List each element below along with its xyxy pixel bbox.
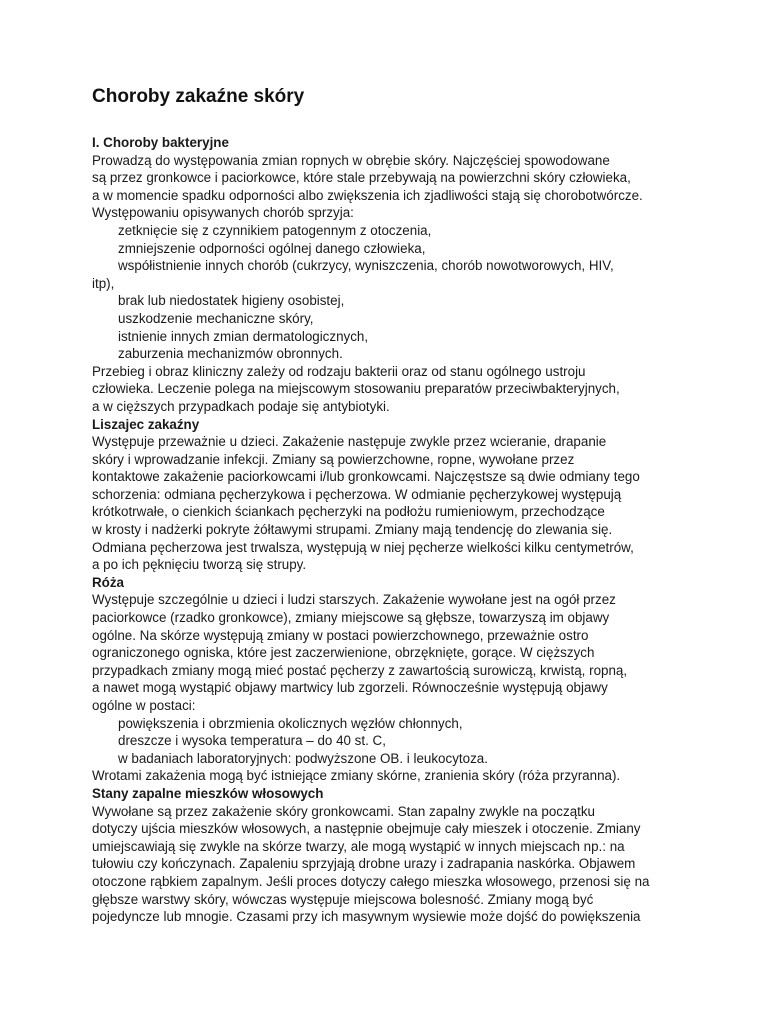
text-line: umiejscawiają się zwykle na skórze twarzy, ale mogą wystąpić w innych miejscach np.: na: [92, 838, 625, 854]
text-line: ogólne. Na skórze występują zmiany w postaci powierzchownego, przeważnie ostro: [92, 627, 589, 643]
bullet-line: [92, 257, 692, 275]
bullet-text: istnienie innych zmian dermatologicznych,: [118, 328, 369, 344]
text-line: Prowadzą do występowania zmian ropnych w obrębie skóry. Najczęściej spowodowane: [92, 152, 610, 168]
text-line: krótkotrwałe, o cienkich ściankach pęcherzyki na podłożu rumieniowym, przechodzące: [92, 504, 605, 520]
text-line: pojedyncze lub mnogie. Czasami przy ich masywnym wysiewie może dojść do powiększenia: [92, 909, 641, 925]
bullet-line: [92, 240, 692, 258]
bullet-text: zmniejszenie odporności ogólnej danego człowieka,: [118, 240, 426, 256]
text-line: ograniczonego ogniska, które jest zaczerwienione, obrzęknięte, gorące. W cięższych: [92, 645, 595, 661]
text-line: człowieka. Leczenie polega na miejscowym stosowaniu preparatów przeciwbakteryjnych,: [92, 381, 620, 397]
text-line: skóry i wprowadzanie infekcji. Zmiany są powierzchowne, ropne, wywołane przez: [92, 451, 575, 467]
bullet-line: [92, 345, 692, 363]
section-heading: Liszajec zakaźny: [92, 416, 200, 432]
text-line: Występuje szczególnie u dzieci i ludzi starszych. Zakażenie wywołane jest na ogół przez: [92, 592, 616, 608]
section-heading: Stany zapalne mieszków włosowych: [92, 785, 324, 801]
bullet-text: współistnienie innych chorób (cukrzycy, wyniszczenia, chorób nowotworowych, HIV,: [118, 258, 614, 274]
text-line: paciorkowce (rzadko gronkowce), zmiany miejscowe są głębsze, towarzyszą im objawy: [92, 610, 610, 626]
text-line: głębsze warstwy skóry, wówczas występuje miejscowa bolesność. Zmiany mogą być: [92, 891, 594, 907]
text-line: a po ich pęknięciu tworzą się strupy.: [92, 557, 307, 573]
bullet-line: [92, 732, 692, 750]
text-line: Odmiana pęcherzowa jest trwalsza, występują w niej pęcherze wielkości kilku centymetrów,: [92, 539, 634, 555]
text-line: Występowaniu opisywanych chorób sprzyja:: [92, 205, 354, 221]
bullet-line: [92, 715, 692, 733]
bullet-text: zetknięcie się z czynnikiem patogennym z otoczenia,: [118, 222, 432, 238]
document-title: Choroby zakaźne skóry: [92, 86, 305, 107]
section-heading: Róża: [92, 574, 124, 590]
text-line: tułowiu czy kończynach. Zapaleniu sprzyjają drobne urazy i zadrapania naskórka. Objawem: [92, 856, 636, 872]
text-line: kontaktowe zakażenie paciorkowcami i/lub gronkowcami. Najczęstsze są dwie odmiany tego: [92, 469, 640, 485]
bullet-text: powiększenia i obrzmienia okolicznych węzłów chłonnych,: [118, 715, 463, 731]
text-line: ogólne w postaci:: [92, 698, 196, 713]
text-line: przypadkach zmiany mogą mieć postać pęcherzy z zawartością surowiczą, krwistą, ropną,: [92, 662, 628, 678]
bullet-text: uszkodzenie mechaniczne skóry,: [118, 310, 314, 326]
text-line: a w momencie spadku odporności albo zwiększenia ich zjadliwości stają się chorobotwórcze.: [92, 187, 643, 203]
bullet-line: [92, 328, 692, 346]
bullet-text: w badaniach laboratoryjnych: podwyższone OB. i leukocytoza.: [118, 750, 488, 766]
bullet-line: [92, 750, 692, 768]
bullet-text: dreszcze i wysoka temperatura – do 40 st. C,: [118, 733, 386, 749]
text-line: otoczone rąbkiem zapalnym. Jeśli proces dotyczy całego mieszka włosowego, przenosi się na: [92, 873, 650, 889]
text-line: schorzenia: odmiana pęcherzykowa i pęcherzowa. W odmianie pęcherzykowej występują: [92, 486, 622, 502]
text-line: itp),: [92, 275, 115, 291]
text-line: Wrotami zakażenia mogą być istniejące zmiany skórne, zranienia skóry (róża przyranna).: [92, 768, 621, 784]
text-line: a nawet mogą wystąpić objawy martwicy lub zgorzeli. Równocześnie występują objawy: [92, 680, 608, 696]
section-heading: I. Choroby bakteryjne: [92, 135, 229, 150]
text-line: w krosty i nadżerki pokryte żółtawymi strupami. Zmiany mają tendencję do zlewania się.: [92, 522, 613, 538]
bullet-line: [92, 222, 692, 240]
document-body: [92, 134, 692, 926]
text-line: Wywołane są przez zakażenie skóry gronkowcami. Stan zapalny zwykle na początku: [92, 803, 596, 819]
bullet-text: brak lub niedostatek higieny osobistej,: [118, 293, 345, 309]
text-line: Przebieg i obraz kliniczny zależy od rodzaju bakterii oraz od stanu ogólnego ustroju: [92, 363, 586, 379]
bullet-line: [92, 310, 692, 328]
bullet-text: zaburzenia mechanizmów obronnych.: [118, 346, 343, 362]
text-line: a w cięższych przypadkach podaje się antybiotyki.: [92, 398, 390, 414]
text-line: są przez gronkowce i paciorkowce, które stale przebywają na powierzchni skóry człowieka,: [92, 170, 631, 186]
text-line: dotyczy ujścia mieszków włosowych, a następnie obejmuje cały mieszek i otoczenie. Zmiany: [92, 821, 641, 837]
bullet-line: [92, 292, 692, 310]
text-line: Występuje przeważnie u dzieci. Zakażenie następuje zwykle przez wcieranie, drapanie: [92, 434, 607, 450]
